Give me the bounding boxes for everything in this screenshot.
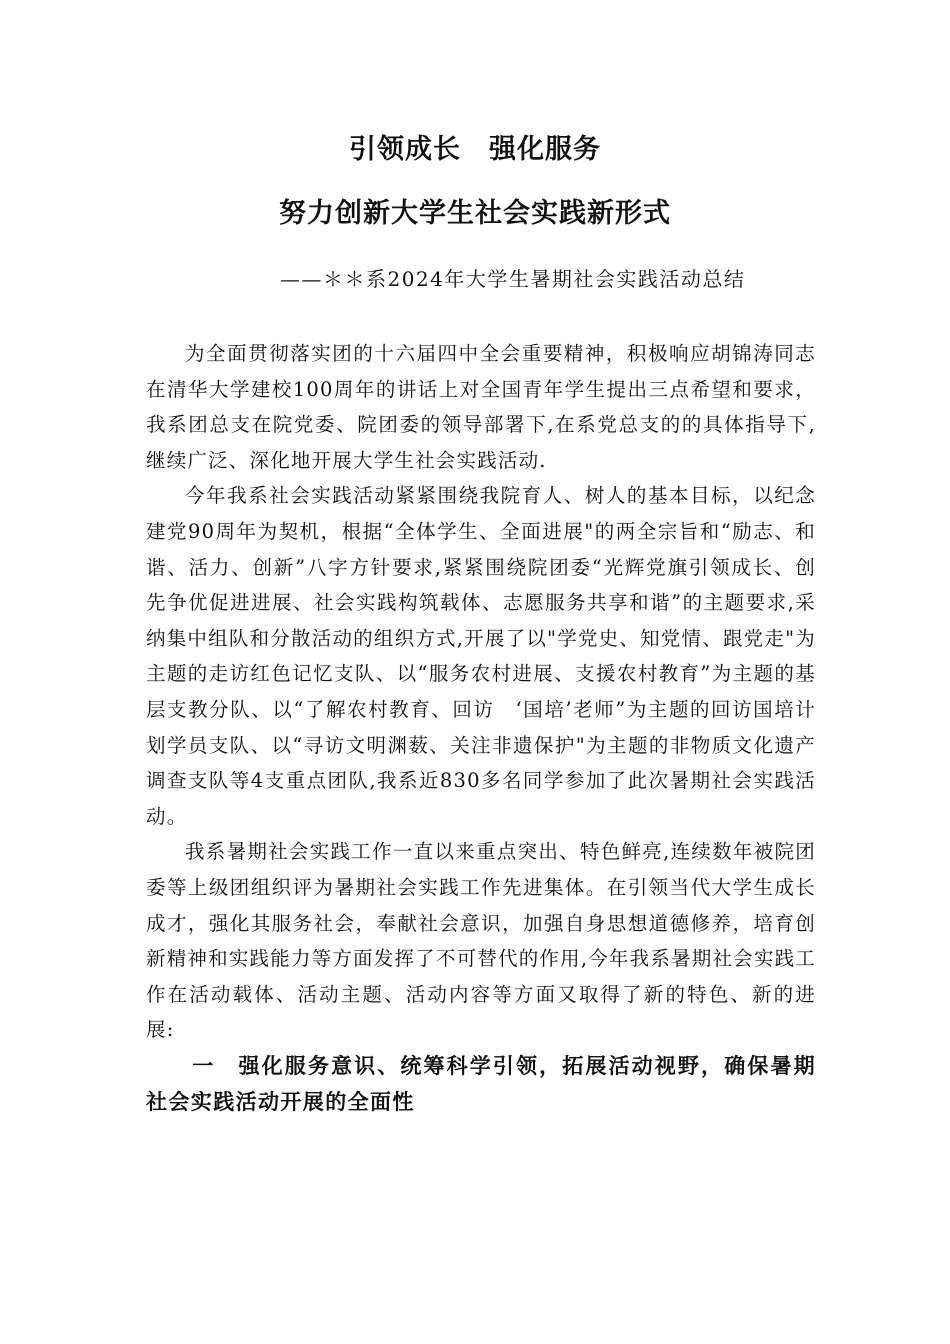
paragraph-achievements: 我系暑期社会实践工作一直以来重点突出、特色鲜亮,连续数年被院团委等上级团组织评为暑期社会实践工作先进集体。在引领当代大学生成长成才，强化其服务社会，奉献社会意识，加强自身思想道德修养，培育创新精神和实践能力等方面发挥了不可替代的作用,今年我系暑期社会实践工作在活动载体、活动主题、活动内容等方面又取得了新的特色、新的进展: [146,840,816,1042]
document-title-line-2: 努力创新大学生社会实践新形式 [279,198,671,229]
document-title-line-1: 引领成长 强化服务 [349,134,601,165]
document-body [146,336,816,1120]
paragraph-intro: 为全面贯彻落实团的十六届四中全会重要精神，积极响应胡锦涛同志在清华大学建校100周年的讲话上对全国青年学生提出三点希望和要求，我系团总支在院党委、院团委的领导部署下,在系党总支的的具体指导下,继续广泛、深化地开展大学生社会实践活动. [146,342,816,472]
paragraph-activities: 今年我系社会实践活动紧紧围绕我院育人、树人的基本目标，以纪念建党90周年为契机，根据“全体学生、全面进展"的两全宗旨和“励志、和谐、活力、创新”八字方针要求,紧紧围绕院团委“光辉党旗引领成长、创先争优促进进展、社会实践构筑载体、志愿服务共享和谐”的主题要求,采纳集中组队和分散活动的组织方式,开展了以"学党史、知党情、跟党走"为主题的走访红色记忆支队、以“服务农村进展、支援农村教育”为主题的基层支教分队、以“了解农村教育、回访 ‘国培’老师”为主题的回访国培计划学员支队、以“寻访文明渊薮、关注非遗保护"为主题的非物质文化遗产调查支队等4支重点团队,我系近830多名同学参加了此次暑期社会实践活动。 [146,484,816,828]
document-subtitle: ——＊＊系2024年大学生暑期社会实践活动总结 [280,267,746,291]
section-heading: 一 强化服务意识、统筹科学引领，拓展活动视野，确保暑期社会实践活动开展的全面性 [146,1053,816,1114]
